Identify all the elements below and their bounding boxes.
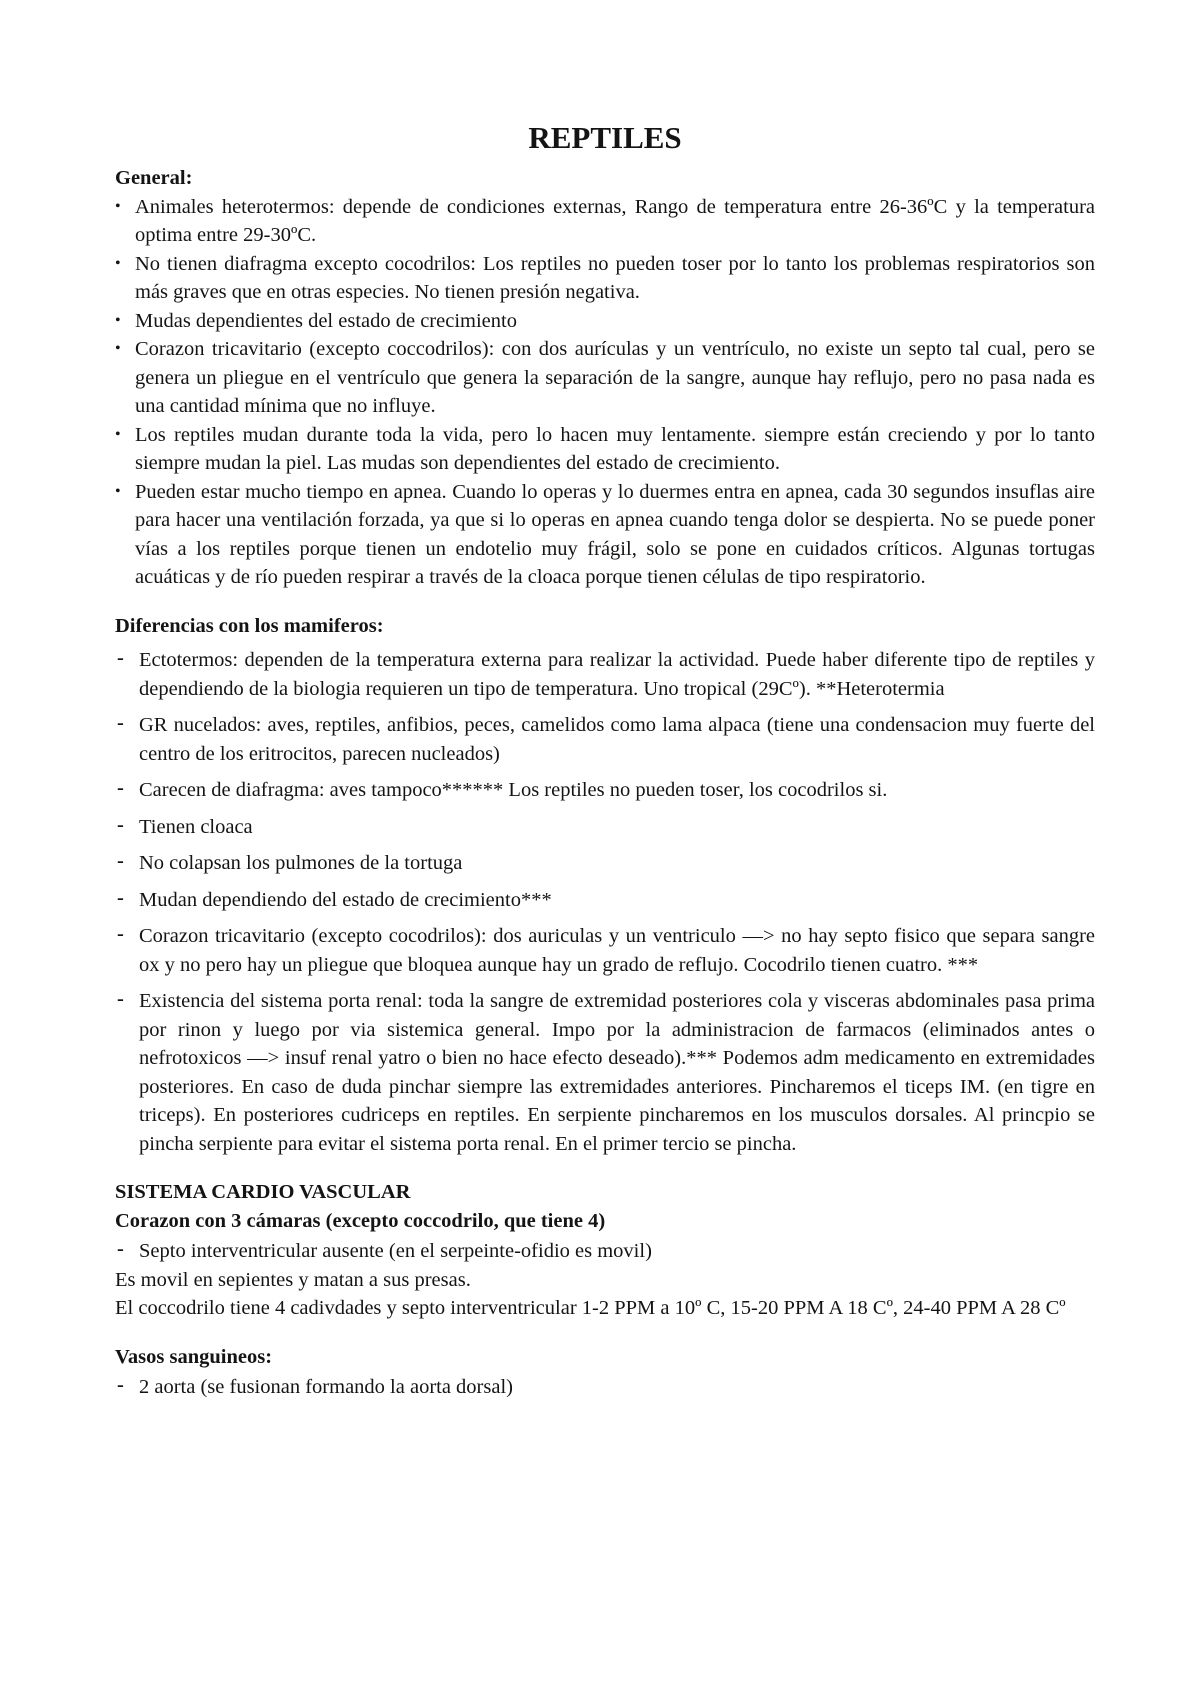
document-page	[115, 110, 1095, 1410]
list-item: • Pueden estar mucho tiempo en apnea. Cuando lo operas y lo duermes entra en apnea, cada 30 segundos insuflas aire para hacer una ventilación forzada, ya que si lo operas en apnea cuando tenga dolor se despierta. No se puede poner vías a los reptiles porque tienen un endotelio muy frágil, solo se pone en cuidados críticos. Algunas tortugas acuáticas y de río pueden respirar a través de la cloaca porque tienen células de tipo respiratorio.	[115, 478, 1095, 592]
page-title: REPTILES	[528, 120, 682, 155]
cardio-list	[115, 1237, 1095, 1266]
list-item: • Animales heterotermos: depende de condiciones externas, Rango de temperatura entre 26-36ºC y la temperatura optima entre 29-30ºC.	[115, 193, 1095, 250]
cardio-line: El coccodrilo tiene 4 cadivdades y septo interventricular 1-2 PPM a 10º C, 15-20 PPM A 18 Cº, 24-40 PPM A 28 Cº	[115, 1297, 1066, 1319]
list-item: • Los reptiles mudan durante toda la vida, pero lo hacen muy lentamente. siempre están creciendo y por lo tanto siempre mudan la piel. Las mudas son dependientes del estado de crecimiento.	[115, 421, 1095, 478]
spacer	[115, 1323, 1095, 1343]
diferencias-list	[115, 646, 1095, 1158]
vasos-list	[115, 1373, 1095, 1402]
list-item: • Corazon tricavitario (excepto coccodrilos): con dos aurículas y un ventrículo, no existe un septo tal cual, pero se genera un pliegue en el ventrículo que genera la separación de la sangre, aunque hay reflujo, pero no pasa nada es una cantidad mínima que no influye.	[115, 335, 1095, 421]
list-item: - Mudan dependiendo del estado de crecimiento***	[115, 886, 1095, 915]
general-list	[115, 193, 1095, 592]
cardio-subheading: Corazon con 3 cámaras (excepto coccodrilo, que tiene 4)	[115, 1209, 606, 1232]
spacer	[115, 592, 1095, 612]
list-item: - Ectotermos: dependen de la temperatura externa para realizar la actividad. Puede haber diferente tipo de reptiles y dependiendo de la biologia requieren un tipo de temperatura. Uno tropical (29Cº). **Heterotermia	[115, 646, 1095, 703]
diferencias-heading: Diferencias con los mamiferos:	[115, 614, 384, 637]
list-item: - Tienen cloaca	[115, 813, 1095, 842]
general-heading: General:	[115, 167, 193, 189]
list-item: • Mudas dependientes del estado de crecimiento	[115, 307, 1095, 336]
list-item: - No colapsan los pulmones de la tortuga	[115, 849, 1095, 878]
list-item: - GR nucelados: aves, reptiles, anfibios, peces, camelidos como lama alpaca (tiene una condensacion muy fuerte del centro de los eritrocitos, parecen nucleados)	[115, 711, 1095, 768]
list-item: - Septo interventricular ausente (en el serpeinte-ofidio es movil)	[115, 1237, 1095, 1266]
cardio-line: Es movil en sepientes y matan a sus presas.	[115, 1268, 471, 1291]
list-item: - Carecen de diafragma: aves tampoco****** Los reptiles no pueden toser, los cocodrilos si.	[115, 776, 1095, 805]
list-item: - Existencia del sistema porta renal: toda la sangre de extremidad posteriores cola y visceras abdominales pasa prima por rinon y luego por via sistemica general. Impo por la administracion de farmacos (eliminados antes o nefrotoxicos —> insuf renal yatro o bien no hace efecto deseado).*** Podemos adm medicamento en extremidades posteriores. En caso de duda pinchar siempre las extremidades anteriores. Pincharemos el ticeps IM. (en tigre en triceps). En posteriores cudriceps en reptiles. En serpiente pincharemos en los musculos dorsales. Al princpio se pincha serpiente para evitar el sistema porta renal. En el primer tercio se pincha.	[115, 987, 1095, 1158]
spacer	[115, 1166, 1095, 1178]
list-item: • No tienen diafragma excepto cocodrilos: Los reptiles no pueden toser por lo tanto los problemas respiratorios son más graves que en otras especies. No tienen presión negativa.	[115, 250, 1095, 307]
cardio-heading: SISTEMA CARDIO VASCULAR	[115, 1181, 411, 1203]
list-item: - Corazon tricavitario (excepto cocodrilos): dos auriculas y un ventriculo —> no hay septo fisico que separa sangre ox y no pero hay un pliegue que bloquea aunque hay un grado de reflujo. Cocodrilo tienen cuatro. ***	[115, 922, 1095, 979]
list-item: - 2 aorta (se fusionan formando la aorta dorsal)	[115, 1373, 1095, 1402]
vasos-heading: Vasos sanguineos:	[115, 1345, 273, 1368]
